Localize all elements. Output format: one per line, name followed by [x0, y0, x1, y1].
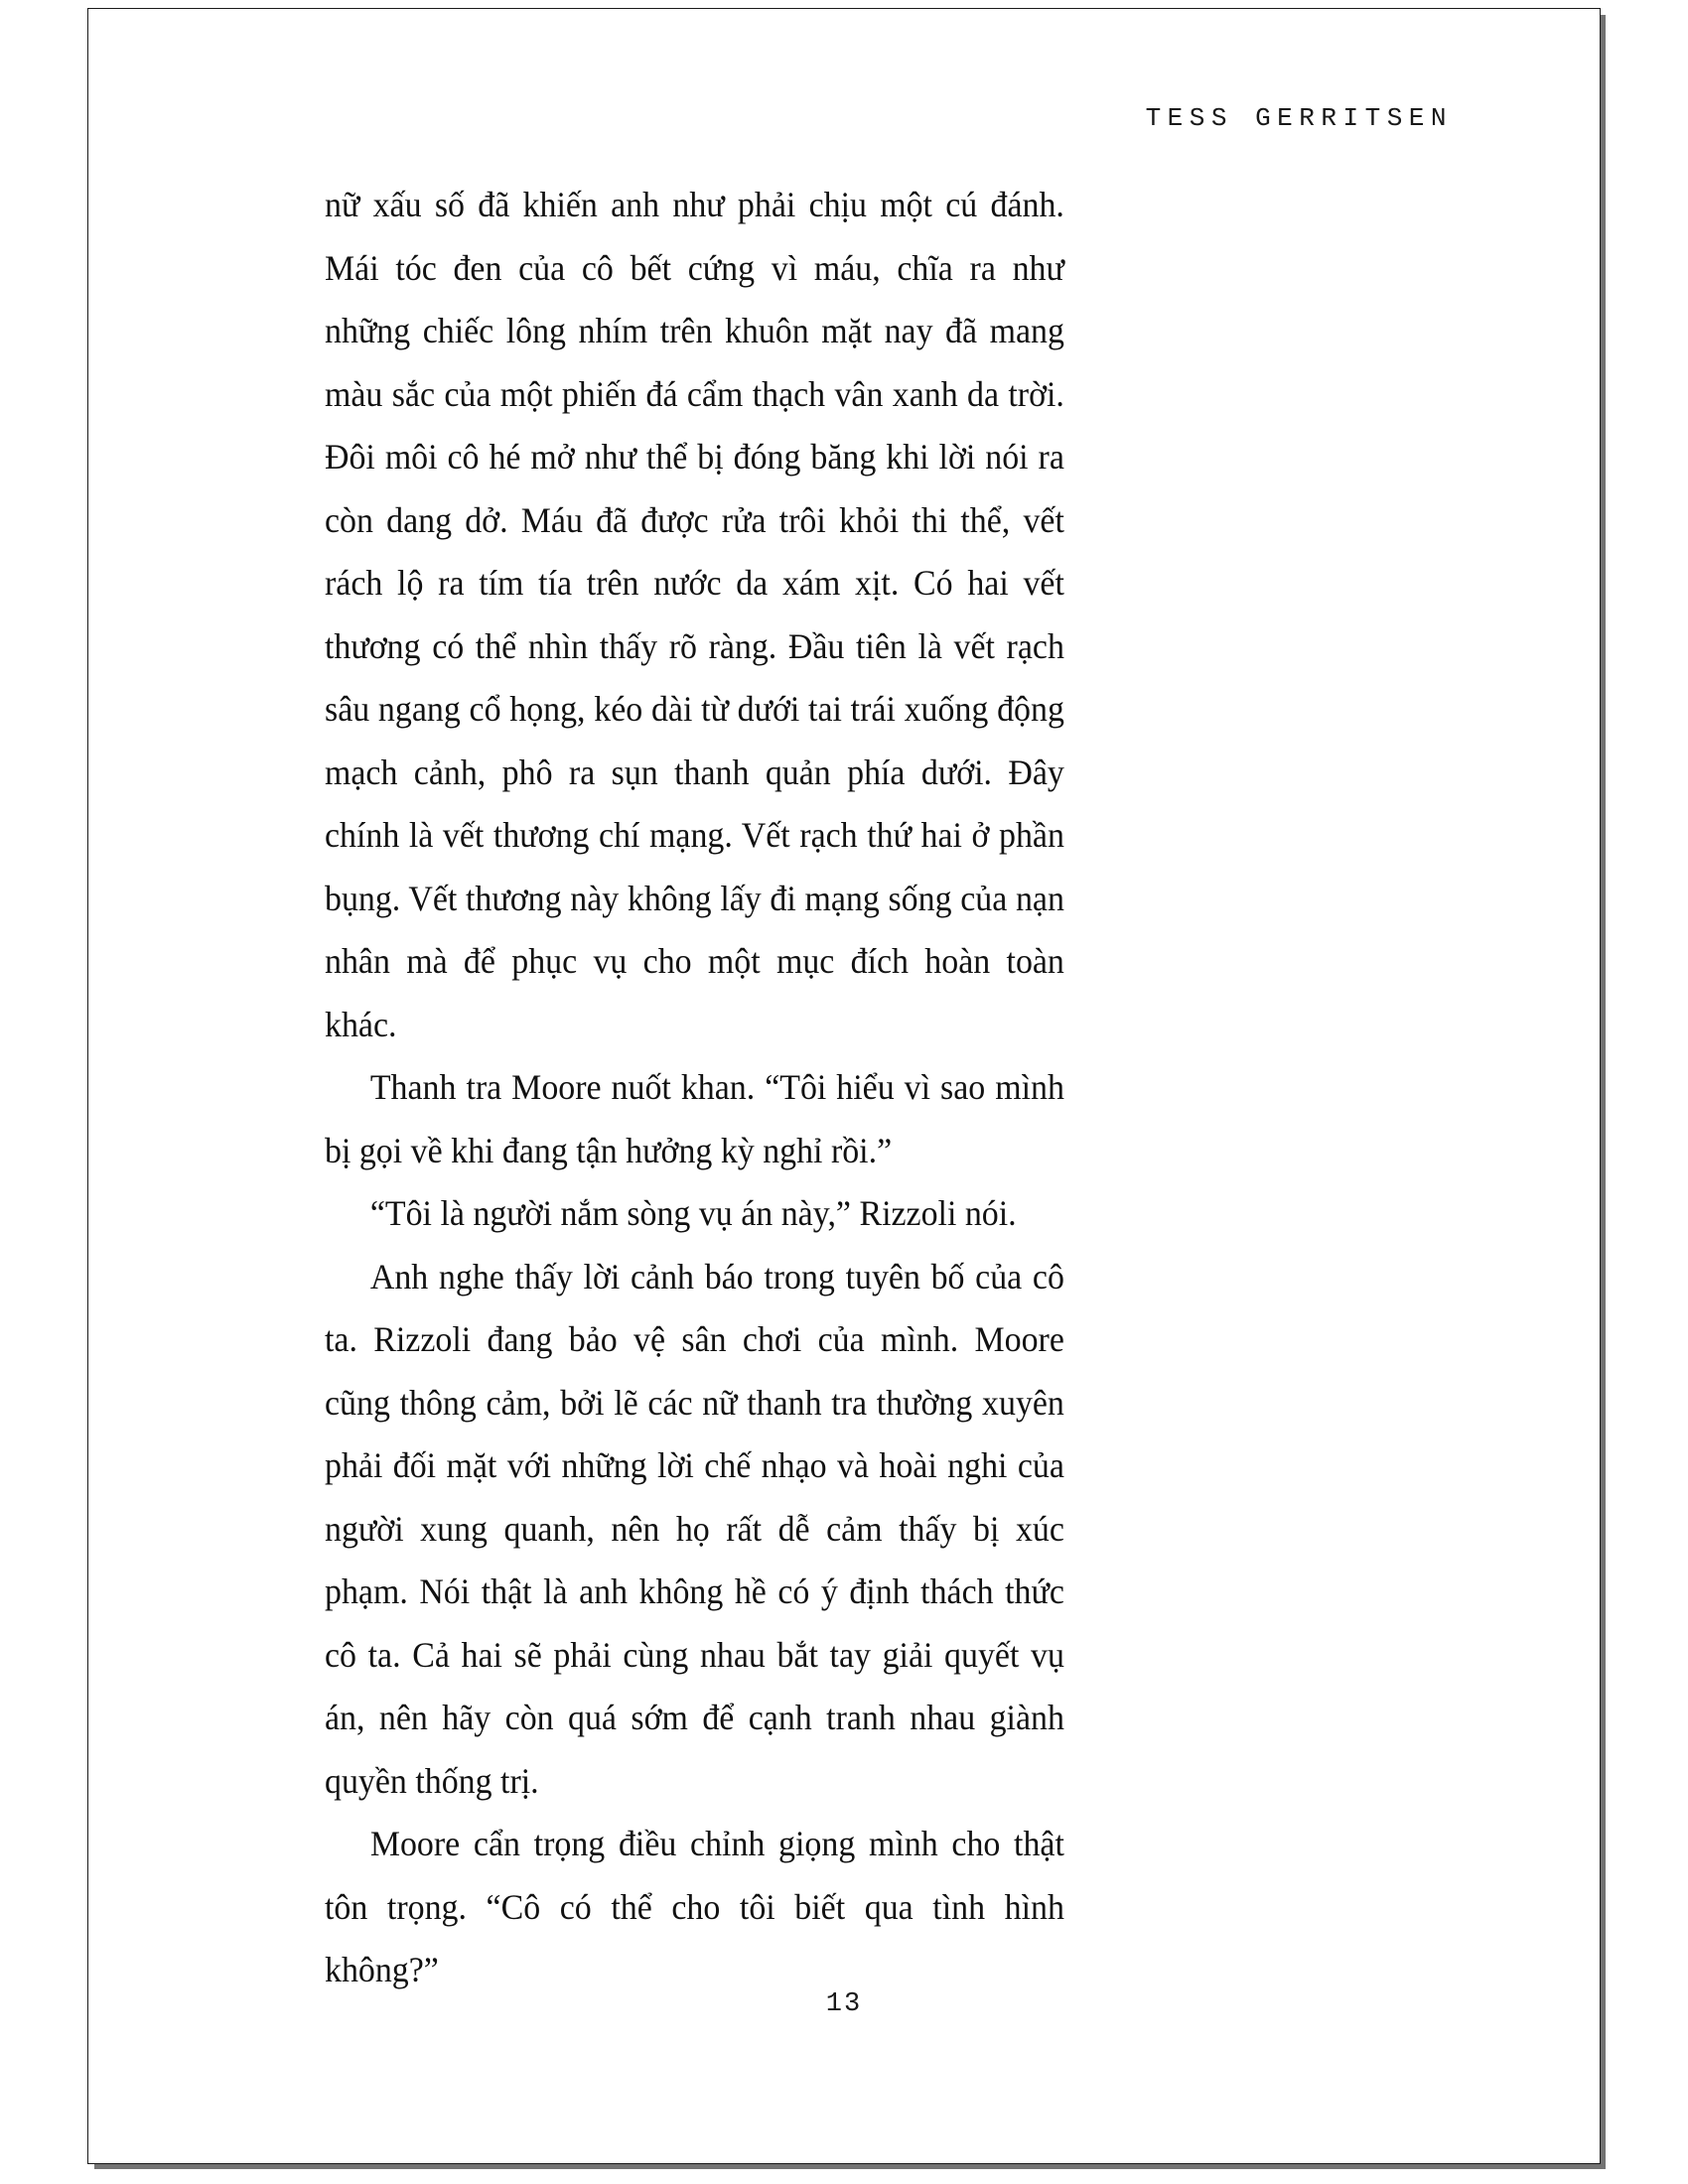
body-text-block	[325, 174, 1064, 2002]
paragraph-4: Anh nghe thấy lời cảnh báo trong tuyên bố của cô ta. Rizzoli đang bảo vệ sân chơi của mình. Moore cũng thông cảm, bởi lẽ các nữ thanh tra thường xuyên phải đối mặt với những lời chế nhạo và hoài nghi của người xung quanh, nên họ rất dễ cảm thấy bị xúc phạm. Nói thật là anh không hề có ý định thách thức cô ta. Cả hai sẽ phải cùng nhau bắt tay giải quyết vụ án, nên hãy còn quá sớm để cạnh tranh nhau giành quyền thống trị.	[325, 1256, 1064, 1801]
paragraph-2: Thanh tra Moore nuốt khan. “Tôi hiểu vì sao mình bị gọi về khi đang tận hưởng kỳ nghỉ rồi.”	[325, 1067, 1064, 1170]
paragraph-1: nữ xấu số đã khiến anh như phải chịu một cú đánh. Mái tóc đen của cô bết cứng vì máu, chĩa ra như những chiếc lông nhím trên khuôn mặt nay đã mang màu sắc của một phiến đá cẩm thạch vân xanh da trời. Đôi môi cô hé mở như thể bị đóng băng khi lời nói ra còn dang dở. Máu đã được rửa trôi khỏi thi thể, vết rách lộ ra tím tía trên nước da xám xịt. Có hai vết thương có thể nhìn thấy rõ ràng. Đầu tiên là vết rạch sâu ngang cổ họng, kéo dài từ dưới tai trái xuống động mạch cảnh, phô ra sụn thanh quản phía dưới. Đây chính là vết thương chí mạng. Vết rạch thứ hai ở phần bụng. Vết thương này không lấy đi mạng sống của nạn nhân mà để phục vụ cho một mục đích hoàn toàn khác.	[325, 185, 1064, 1044]
paragraph-3: “Tôi là người nắm sòng vụ án này,” Rizzoli nói.	[369, 1193, 1017, 1233]
running-header-author: TESS GERRITSEN	[1145, 103, 1453, 133]
book-page-sheet	[87, 8, 1601, 2164]
page-number-folio: 13	[825, 1989, 863, 2019]
page-content-area	[88, 9, 1600, 2163]
paragraph-5: Moore cẩn trọng điều chỉnh giọng mình cho thật tôn trọng. “Cô có thể cho tôi biết qua tình hình không?”	[325, 1824, 1064, 1989]
